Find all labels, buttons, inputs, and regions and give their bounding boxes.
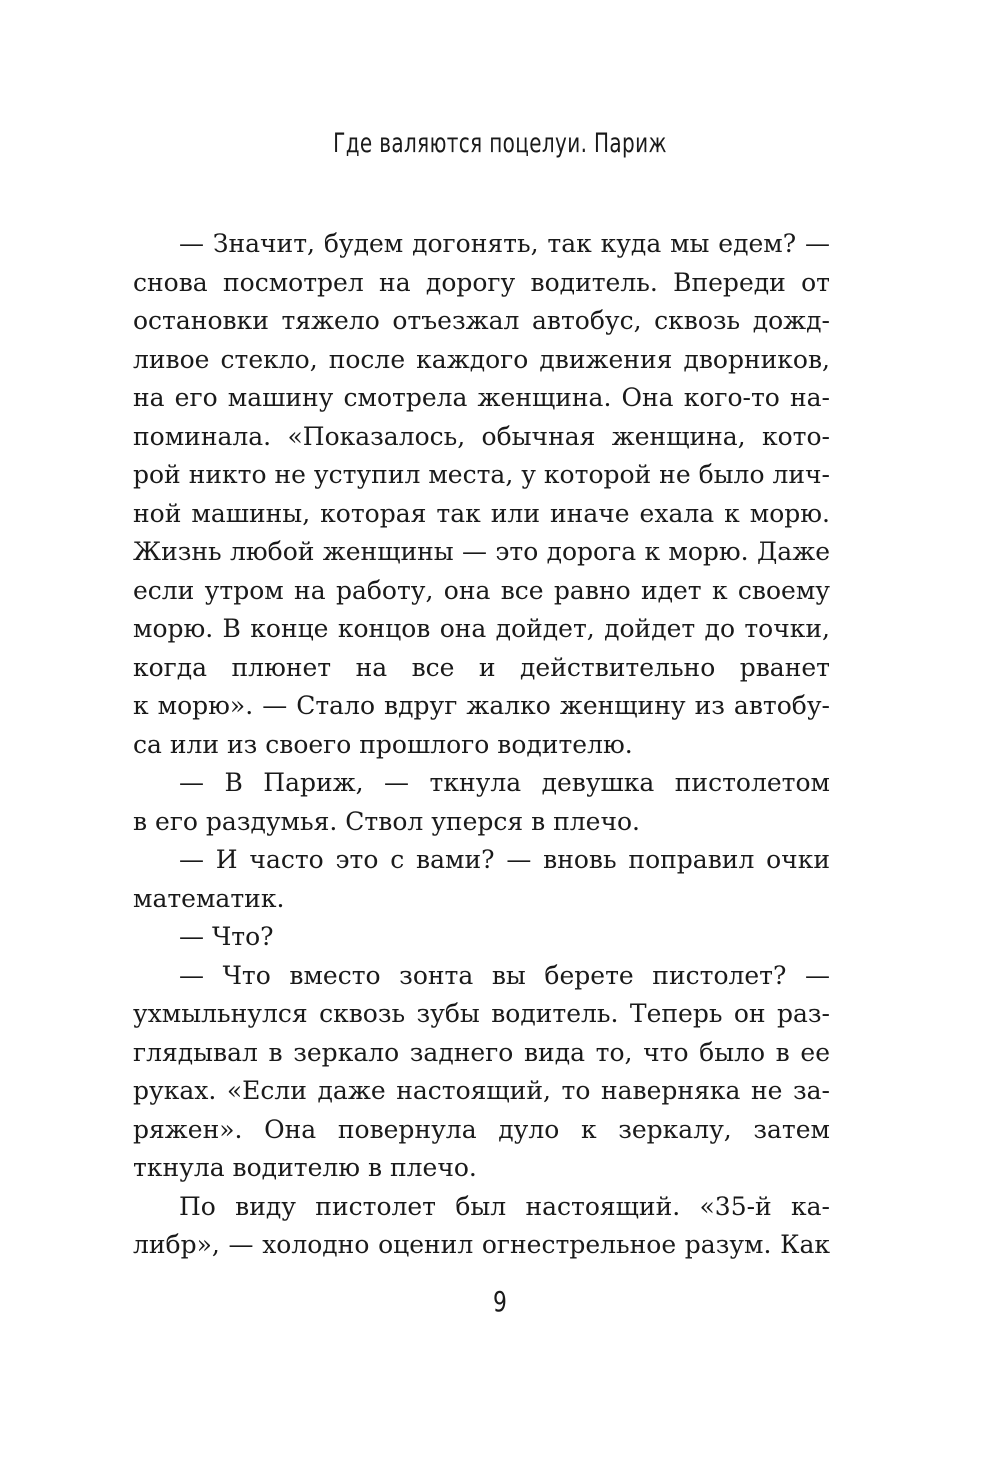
text-line: — И часто это с вами? — вновь поправил очки [179, 845, 830, 874]
running-title: Где валяются поцелуи. Париж [333, 128, 667, 159]
page-number: 9 [493, 1285, 507, 1318]
text-line: са или из своего прошлого водителю. [133, 729, 633, 759]
text-line: к морю». — Стало вдруг жалко женщину из автобу- [133, 691, 830, 720]
text-line: — Что вместо зонта вы берете пистолет? — [179, 960, 830, 990]
text-line: снова посмотрел на дорогу водитель. Впереди от [133, 267, 830, 297]
text-line: — Значит, будем догонять, так куда мы едем? — [179, 229, 830, 258]
text-line: рой никто не уступил места, у которой не было лич- [133, 460, 830, 489]
text-line: ливое стекло, после каждого движения дворников, [133, 344, 830, 374]
text-line: поминала. «Показалось, обычная женщина, кото- [133, 421, 830, 451]
text-line: либр», — холодно оценил огнестрельное разум. Как [133, 1230, 830, 1259]
text-line: в его раздумья. Ствол уперся в плечо. [133, 806, 640, 836]
text-line: По виду пистолет был настоящий. «35-й ка- [179, 1191, 830, 1221]
body-text [133, 225, 830, 1265]
text-line: ной машины, которая так или иначе ехала к морю. [133, 498, 830, 528]
text-line: на его машину смотрела женщина. Она кого-то на- [133, 383, 830, 412]
text-line: — В Париж, — ткнула девушка пистолетом [179, 768, 830, 797]
text-line: если утром на работу, она все равно идет к своему [133, 575, 830, 605]
text-line: остановки тяжело отъезжал автобус, сквозь дожд- [133, 306, 830, 335]
text-line: — Что? [179, 922, 274, 951]
text-line: ухмыльнулся сквозь зубы водитель. Теперь он раз- [133, 999, 830, 1028]
text-line: руках. «Если даже настоящий, то наверняка не за- [133, 1076, 830, 1105]
text-line: ряжен». Она повернула дуло к зеркалу, затем [133, 1114, 830, 1144]
text-line: ткнула водителю в плечо. [133, 1153, 477, 1182]
text-line: математик. [133, 883, 285, 913]
text-line: морю. В конце концов она дойдет, дойдет до точки, [133, 614, 830, 643]
text-line: глядывал в зеркало заднего вида то, что было в ее [133, 1037, 830, 1067]
text-line: Жизнь любой женщины — это дорога к морю. Даже [133, 537, 830, 566]
text-line: когда плюнет на все и действительно рванет [133, 652, 830, 682]
